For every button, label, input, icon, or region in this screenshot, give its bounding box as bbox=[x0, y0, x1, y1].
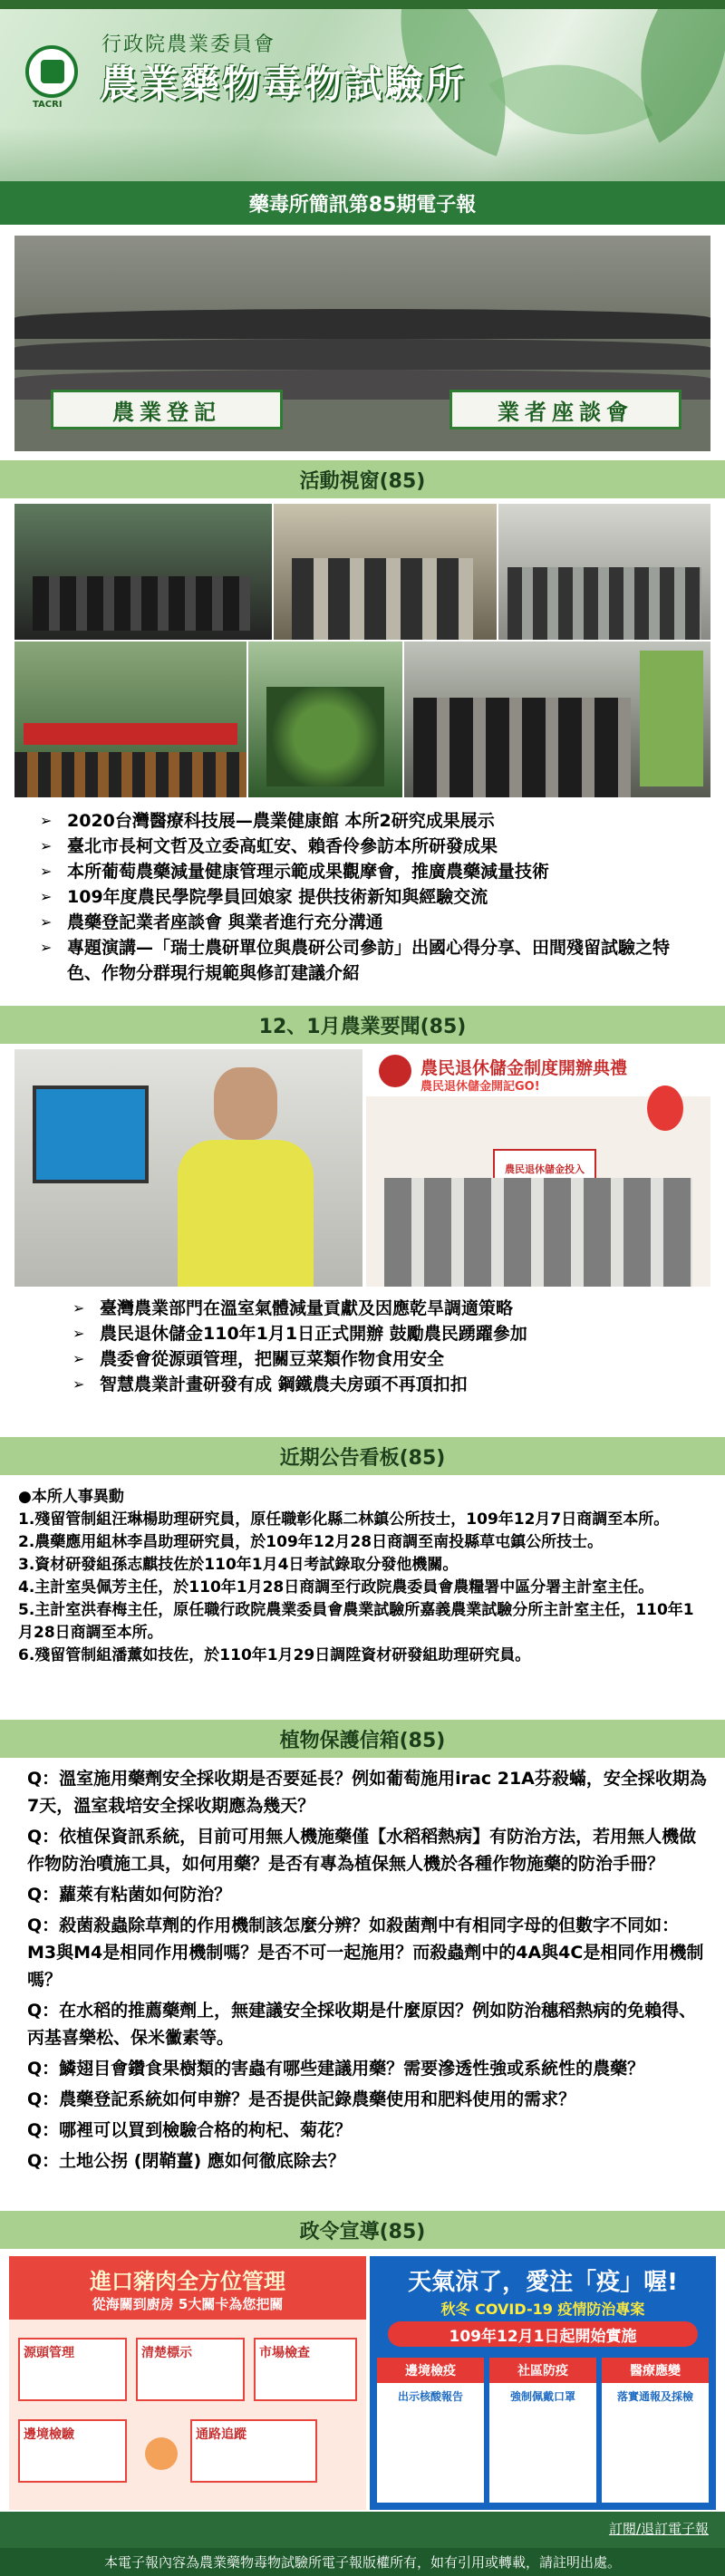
list-item[interactable]: ➢ 臺灣農業部門在溫室氣體減量貢獻及因應乾旱調適策略 bbox=[72, 1296, 707, 1321]
photo-people bbox=[508, 567, 701, 640]
photo-audience-row bbox=[14, 339, 710, 369]
news-photo-speaker bbox=[14, 1049, 362, 1287]
photo-people bbox=[33, 576, 250, 631]
list-item[interactable]: ➢ 智慧農業計畫研發有成 鋼鐵農夫房頭不再頂扣扣 bbox=[72, 1372, 707, 1397]
announcement-item: 5.主計室洪春梅主任，原任職行政院農業委員會農業試驗所嘉義農業試驗分所主計室主任，110年1月28日商調至本所。 bbox=[18, 1601, 694, 1642]
list-item[interactable]: ➢ 農委會從源頭管理，把關豆菜類作物食用安全 bbox=[72, 1346, 707, 1372]
arrow-bullet-icon: ➢ bbox=[72, 1375, 85, 1393]
photo-red-banner bbox=[24, 723, 237, 745]
poster-title: 農民退休儲金制度開辦典禮 bbox=[420, 1058, 628, 1078]
faq-section-title: 植物保護信箱(85) bbox=[279, 1729, 446, 1752]
photo-poster-board bbox=[640, 651, 703, 786]
covid-column-sub: 落實通報及採檢 bbox=[616, 2390, 693, 2403]
announcement-item: 2.農藥應用組林李昌助理研究員，於109年12月28日商調至南投縣草屯鎮公所技士。 bbox=[18, 1533, 604, 1551]
header-title: 農業藥物毒物試驗所 bbox=[100, 62, 468, 106]
activity-list bbox=[40, 808, 701, 986]
news-section-bar bbox=[0, 1006, 725, 1044]
activity-photo-1 bbox=[14, 504, 272, 640]
activity-photo-4 bbox=[14, 642, 246, 797]
arrow-bullet-icon: ➢ bbox=[40, 812, 53, 829]
arrow-bullet-icon: ➢ bbox=[40, 913, 53, 931]
pork-poster[interactable] bbox=[9, 2256, 366, 2510]
newsletter-title: 藥毒所簡訊第85期電子報 bbox=[248, 193, 477, 217]
covid-column-1 bbox=[377, 2358, 484, 2503]
activity-section-title: 活動視窗(85) bbox=[299, 469, 426, 493]
arrow-bullet-icon: ➢ bbox=[72, 1299, 85, 1317]
photo-people bbox=[292, 558, 473, 640]
activity-photo-3 bbox=[498, 504, 710, 640]
announcement-item: 3.資材研發組孫志麒技佐於110年1月4日考試錄取分發他機關。 bbox=[18, 1556, 459, 1574]
logo-text: TACRI bbox=[33, 100, 63, 110]
covid-column-3 bbox=[602, 2358, 709, 2503]
announcement-section-bar bbox=[0, 1437, 725, 1475]
poster-slogan: 農民退休儲金開記GO! bbox=[420, 1080, 540, 1094]
covid-column-sub: 強制佩戴口罩 bbox=[509, 2390, 575, 2403]
poster-sign: 農民退休儲金投入 bbox=[493, 1149, 596, 1189]
list-item[interactable]: ➢ 本所葡萄農藥減量健康管理示範成果觀摩會，推廣農藥減量技術 bbox=[40, 859, 701, 884]
footer-notice: 本電子報內容為農業藥物毒物試驗所電子報版權所有，如有引用或轉載，請註明出處。 bbox=[103, 2554, 621, 2571]
announcement-item: 4.主計室吳佩芳主任，於110年1月28日商調至行政院農委員會農糧署中區分署主計室主任。 bbox=[18, 1578, 654, 1597]
covid-poster[interactable] bbox=[370, 2256, 716, 2510]
covid-column-title: 社區防疫 bbox=[489, 2358, 596, 2383]
covid-column-title: 醫療應變 bbox=[602, 2358, 709, 2383]
faq-question[interactable]: Q：土地公拐 (閉鞘薑) 應如何徹底除去？ bbox=[27, 2151, 345, 2171]
hero-photo bbox=[14, 236, 710, 451]
covid-poster-subhead: 秋冬 COVID-19 疫情防治專案 bbox=[440, 2301, 645, 2318]
footer-copyright bbox=[0, 2548, 725, 2576]
pig-icon bbox=[145, 2437, 178, 2470]
announcement-heading: ●本所人事異動 bbox=[18, 1488, 124, 1506]
hero-banner-right: 業者座談會 bbox=[450, 390, 682, 429]
faq-question[interactable]: Q：殺菌殺蟲除草劑的作用機制該怎麼分辨？如殺菌劑中有相同字母的但數字不同如：M3與M4是相同作用機制嗎？是否不可一起施用？而殺蟲劑中的4A與4C是相同作用機制嗎？ bbox=[27, 1915, 704, 1990]
photo-speaker-vest bbox=[178, 1140, 314, 1287]
arrow-bullet-icon: ➢ bbox=[72, 1350, 85, 1367]
photo-people bbox=[413, 698, 631, 797]
covid-column-title: 邊境檢疫 bbox=[377, 2358, 484, 2383]
top-accent-bar bbox=[0, 0, 725, 9]
activity-section-bar bbox=[0, 460, 725, 498]
faq-question[interactable]: Q：在水稻的推薦藥劑上，無建議安全採收期是什麼原因？例如防治穗稻熱病的免賴得、丙基喜樂松、保米黴素等。 bbox=[27, 2001, 697, 2048]
faq-question[interactable]: Q：農藥登記系統如何申辦？是否提供記錄農藥使用和肥料使用的需求？ bbox=[27, 2089, 576, 2109]
pork-step-4: 邊境檢驗 bbox=[18, 2419, 127, 2483]
list-item[interactable]: ➢ 臺北市長柯文哲及立委高虹安、賴香伶參訪本所研發成果 bbox=[40, 834, 701, 859]
news-list bbox=[72, 1296, 707, 1397]
header-org: 行政院農業委員會 bbox=[102, 34, 276, 56]
pork-poster-title: 進口豬肉全方位管理 bbox=[90, 2269, 285, 2294]
arrow-bullet-icon: ➢ bbox=[40, 837, 53, 854]
activity-photo-6 bbox=[404, 642, 710, 797]
activity-photo-5 bbox=[248, 642, 402, 797]
pork-step-1: 源頭管理 bbox=[18, 2338, 127, 2401]
faq-question[interactable]: Q：哪裡可以買到檢驗合格的枸杞、菊花？ bbox=[27, 2120, 353, 2140]
covid-poster-headline: 天氣涼了，愛注「疫」喔! bbox=[408, 2269, 678, 2296]
photo-people bbox=[384, 1178, 692, 1287]
list-item[interactable]: ➢ 專題演講—「瑞士農研單位與農研公司參訪」出國心得分享、田間殘留試驗之特色、作物分群現行規範與修訂建議介紹 bbox=[40, 935, 701, 986]
news-section-title: 12、1月農業要聞(85) bbox=[258, 1015, 467, 1038]
site-header bbox=[0, 9, 725, 181]
faq-list bbox=[27, 1765, 707, 2178]
pork-step-2: 清楚標示 bbox=[136, 2338, 245, 2401]
policy-section-bar bbox=[0, 2211, 725, 2249]
covid-column-sub: 出示核酸報告 bbox=[397, 2390, 463, 2403]
announcement-content bbox=[18, 1486, 707, 1667]
announcement-item: 6.殘留管制組潘薰如技佐，於110年1月29日調陞資材研發組助理研究員。 bbox=[18, 1646, 531, 1664]
faq-question[interactable]: Q：蘿萊有粘菌如何防治？ bbox=[27, 1885, 232, 1905]
faq-section-bar bbox=[0, 1720, 725, 1758]
lantern-icon bbox=[647, 1085, 683, 1131]
activity-photo-2 bbox=[274, 504, 497, 640]
arrow-bullet-icon: ➢ bbox=[40, 939, 53, 956]
arrow-bullet-icon: ➢ bbox=[72, 1325, 85, 1342]
list-item[interactable]: ➢ 農藥登記業者座談會 與業者進行充分溝通 bbox=[40, 910, 701, 935]
logo-emblem-icon bbox=[41, 60, 64, 83]
photo-audience-row bbox=[14, 309, 710, 339]
award-icon bbox=[379, 1055, 411, 1087]
header-shade bbox=[0, 127, 725, 181]
list-item[interactable]: ➢ 109年度農民學院學員回娘家 提供技術新知與經驗交流 bbox=[40, 884, 701, 910]
pork-poster-subtitle: 從海關到廚房 5大關卡為您把關 bbox=[92, 2296, 284, 2312]
news-poster bbox=[366, 1049, 710, 1287]
covid-column-2 bbox=[489, 2358, 596, 2503]
policy-section-title: 政令宣導(85) bbox=[299, 2220, 426, 2243]
coa-logo bbox=[25, 45, 78, 98]
faq-question[interactable]: Q：溫室施用藥劑安全採收期是否要延長？例如葡萄施用irac 21A芬殺蟎，安全採收期為7天，溫室栽培安全採收期應為幾天？ bbox=[27, 1769, 707, 1816]
arrow-bullet-icon: ➢ bbox=[40, 863, 53, 880]
pork-step-3: 市場檢查 bbox=[254, 2338, 357, 2401]
faq-question[interactable]: Q：依植保資訊系統，目前可用無人機施藥僅【水稻稻熱病】有防治方法，若用無人機做作物防治噴施工具，如何用藥？是否有專為植保無人機於各種作物施藥的防治手冊？ bbox=[27, 1827, 697, 1874]
photo-vineyard bbox=[266, 687, 384, 786]
hero-banner-left: 農業登記 bbox=[51, 390, 283, 429]
photo-screen bbox=[33, 1085, 149, 1183]
announcement-section-title: 近期公告看板(85) bbox=[279, 1446, 446, 1470]
pork-step-5: 通路追蹤 bbox=[190, 2419, 317, 2483]
list-item[interactable]: ➢ 農民退休儲金110年1月1日正式開辦 鼓勵農民踴躍參加 bbox=[72, 1321, 707, 1346]
photo-people bbox=[14, 752, 246, 797]
faq-question[interactable]: Q：鱗翅目會鑽食果樹類的害蟲有哪些建議用藥？需要滲透性強或系統性的農藥？ bbox=[27, 2059, 645, 2079]
covid-poster-date: 109年12月1日起開始實施 bbox=[388, 2321, 698, 2347]
list-item[interactable]: ➢ 2020台灣醫療科技展—農業健康館 本所2研究成果展示 bbox=[40, 808, 701, 834]
arrow-bullet-icon: ➢ bbox=[40, 888, 53, 905]
announcement-item: 1.殘留管制組汪琳楊助理研究員，原任職彰化縣二林鎮公所技士，109年12月7日商調至本所。 bbox=[18, 1510, 670, 1529]
newsletter-title-bar bbox=[0, 181, 725, 225]
subscribe-link[interactable]: 訂閱/退訂電子報 bbox=[608, 2521, 709, 2537]
photo-speaker-head bbox=[214, 1067, 277, 1140]
